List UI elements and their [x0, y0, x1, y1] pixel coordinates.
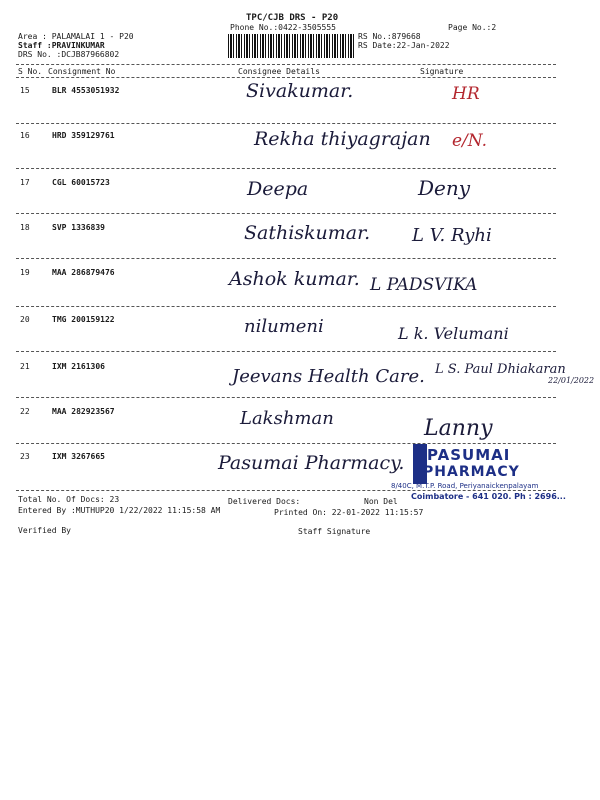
- signature-date: 22/01/2022: [548, 376, 595, 385]
- area-label: Area : PALAMALAI 1 - P20: [18, 32, 134, 41]
- row-sno: 17: [20, 178, 30, 187]
- stamp-line4: Coimbatore - 641 020. Ph : 2696...: [411, 492, 566, 501]
- total-docs: Total No. Of Docs: 23: [18, 495, 120, 504]
- barcode: [228, 34, 354, 58]
- stamp-line2: PHARMACY: [423, 464, 520, 480]
- row-signature: HR: [452, 84, 480, 104]
- row-sno: 22: [20, 407, 30, 416]
- row-signature: L S. Paul Dhiakaran: [435, 362, 566, 377]
- row-consignment: TMG 200159122: [52, 315, 115, 324]
- row-signature: Deny: [418, 176, 471, 200]
- row-sno: 19: [20, 268, 30, 277]
- row-consignee: nilumeni: [244, 316, 324, 337]
- row-divider: [16, 306, 556, 307]
- staff-signature: Staff Signature: [298, 527, 371, 536]
- row-sno: 16: [20, 131, 30, 140]
- printed-on: Printed On: 22-01-2022 11:15:57: [274, 508, 424, 517]
- row-consignment: IXM 3267665: [52, 452, 105, 461]
- row-sno: 20: [20, 315, 30, 324]
- header-divider: [16, 64, 556, 65]
- row-consignment: CGL 60015723: [52, 178, 110, 187]
- verified-by: Verified By: [18, 526, 71, 535]
- columns-divider: [16, 77, 556, 78]
- row-consignment: MAA 286879476: [52, 268, 115, 277]
- page-number: Page No.:2: [448, 23, 497, 32]
- row-consignee: Sathiskumar.: [244, 222, 371, 244]
- row-consignee: Pasumai Pharmacy.: [218, 452, 405, 474]
- row-signature: L V. Ryhi: [412, 225, 492, 246]
- footer-divider: [16, 490, 556, 491]
- row-signature: L PADSVIKA: [370, 275, 478, 295]
- entered-by: Entered By :MUTHUP20 1/22/2022 11:15:58 AM: [18, 506, 221, 515]
- row-consignment: IXM 2161306: [52, 362, 105, 371]
- row-divider: [16, 123, 556, 124]
- rs-number: RS No.:879668: [358, 32, 421, 41]
- row-sno: 23: [20, 452, 30, 461]
- non-delivered-docs: Non Del: [364, 497, 398, 506]
- row-signature: e/N.: [452, 131, 487, 151]
- row-signature: L k. Velumani: [398, 324, 509, 343]
- row-divider: [16, 397, 556, 398]
- col-signature: Signature: [420, 67, 464, 76]
- row-consignee: Jeevans Health Care.: [232, 366, 425, 387]
- row-divider: [16, 168, 556, 169]
- row-signature: Lanny: [424, 416, 493, 441]
- drs-number: DRS No. :DCJB87966802: [18, 50, 120, 59]
- row-divider: [16, 213, 556, 214]
- row-consignment: BLR 4553051932: [52, 86, 120, 95]
- pharmacy-stamp: [391, 444, 566, 514]
- row-divider: [16, 258, 556, 259]
- row-consignee: Lakshman: [240, 408, 334, 429]
- col-consignment: Consignment No: [48, 67, 116, 76]
- row-consignee: Ashok kumar.: [229, 268, 360, 290]
- row-divider: [16, 351, 556, 352]
- row-consignment: MAA 282923567: [52, 407, 115, 416]
- delivered-docs: Delivered Docs:: [228, 497, 301, 506]
- row-consignment: HRD 359129761: [52, 131, 115, 140]
- stamp-line3: 8/40C, M.T.P. Road, Periyanaickenpalayam: [391, 482, 539, 490]
- col-consignee: Consignee Details: [238, 67, 320, 76]
- rs-date: RS Date:22-Jan-2022: [358, 41, 450, 50]
- row-consignment: SVP 1336839: [52, 223, 105, 232]
- row-sno: 15: [20, 86, 30, 95]
- row-sno: 18: [20, 223, 30, 232]
- document-title: TPC/CJB DRS - P20: [246, 13, 339, 23]
- stamp-line1: PASUMAI: [427, 446, 511, 464]
- staff-label: Staff :PRAVINKUMAR: [18, 41, 105, 50]
- phone-number: Phone No.:0422-3505555: [230, 23, 336, 32]
- row-sno: 21: [20, 362, 30, 371]
- row-consignee: Deepa: [247, 178, 309, 200]
- col-sno: S No.: [18, 67, 43, 76]
- row-consignee: Sivakumar.: [246, 80, 354, 102]
- row-consignee: Rekha thiyagrajan: [254, 128, 431, 150]
